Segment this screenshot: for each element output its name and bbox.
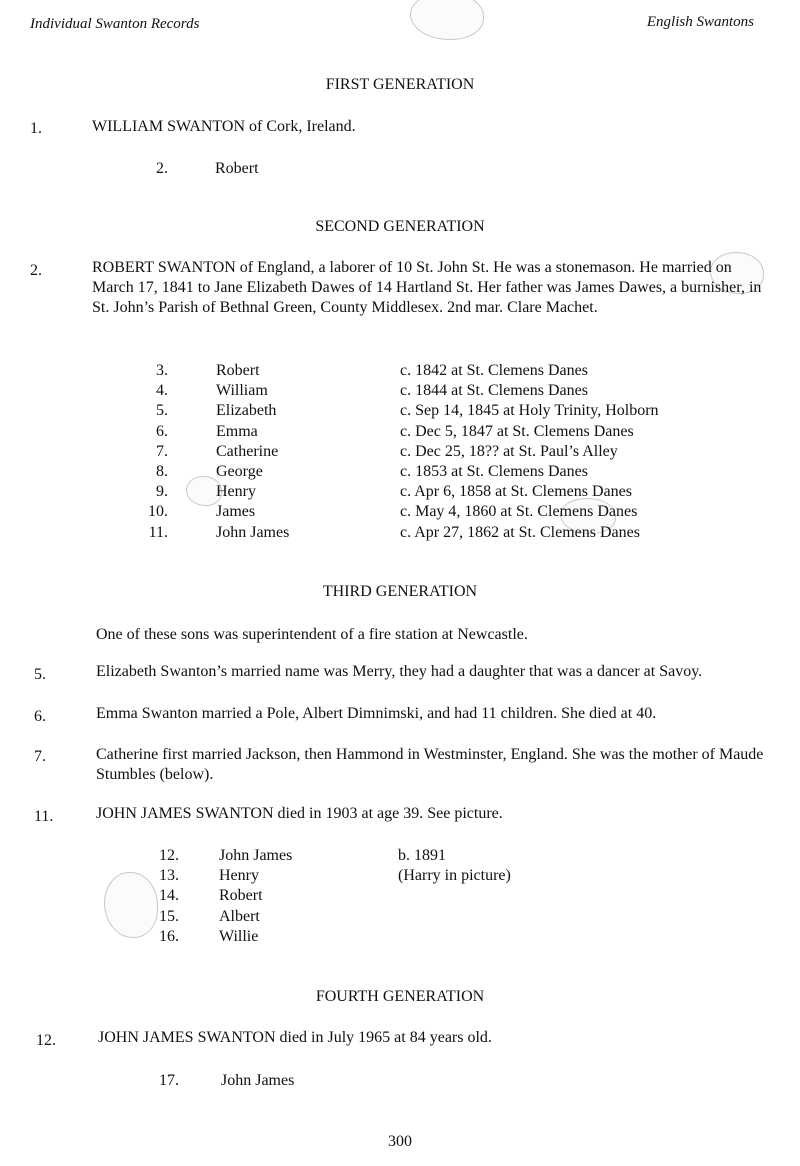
child-note: c. Sep 14, 1845 at Holy Trinity, Holborn bbox=[400, 402, 659, 420]
entry-text: Catherine first married Jackson, then Hammond in Westminster, England. She was the mother of Maude Stumbles (below). bbox=[96, 746, 764, 783]
child-number: 3. bbox=[156, 362, 168, 379]
child-number: 17. bbox=[159, 1072, 179, 1089]
child-note: c. May 4, 1860 at St. Clemens Danes bbox=[400, 503, 638, 521]
entry-text: Elizabeth Swanton’s married name was Merry, they had a daughter that was a dancer at Savoy. bbox=[96, 663, 703, 680]
child-row bbox=[0, 1071, 800, 1091]
child-row bbox=[0, 159, 800, 179]
child-name: John James bbox=[221, 1072, 295, 1089]
child-row bbox=[0, 502, 800, 522]
entry-text: JOHN JAMES SWANTON died in July 1965 at 84 years old. bbox=[98, 1029, 492, 1046]
child-name: Robert bbox=[219, 887, 263, 905]
child-row bbox=[0, 381, 800, 401]
paper-stain bbox=[410, 0, 484, 40]
child-name: John James bbox=[219, 847, 293, 864]
entry-number: 12. bbox=[36, 1032, 56, 1049]
child-number: 4. bbox=[156, 382, 168, 400]
page-number: 300 bbox=[388, 1133, 412, 1150]
child-row bbox=[0, 401, 800, 421]
child-number: 2. bbox=[156, 160, 168, 177]
entry-number: 6. bbox=[34, 708, 46, 725]
section-heading-third: THIRD GENERATION bbox=[322, 583, 478, 600]
child-row bbox=[0, 422, 800, 442]
intro-text: One of these sons was superintendent of a fire station at Newcastle. bbox=[96, 626, 528, 643]
child-row bbox=[0, 361, 800, 381]
child-row bbox=[0, 886, 800, 906]
child-row bbox=[0, 866, 800, 886]
entry-number: 11. bbox=[34, 808, 54, 825]
section-heading-first: FIRST GENERATION bbox=[325, 76, 475, 93]
entry-number: 7. bbox=[34, 748, 46, 765]
child-row bbox=[0, 846, 800, 866]
child-number: 12. bbox=[159, 847, 179, 864]
child-note: c. 1844 at St. Clemens Danes bbox=[400, 382, 588, 400]
child-name: Emma bbox=[216, 422, 258, 440]
child-row bbox=[0, 523, 800, 543]
entry-text: ROBERT SWANTON of England, a laborer of 10 St. John St. He was a stonemason. He married on March 17, 1841 to Jane Elizabeth Dawes of 14 Hartland St. Her father was James Dawes, a burnisher, in St. John’s Parish of Bethnal Green, County Middlesex. 2nd mar. Clare Machet. bbox=[92, 259, 762, 316]
child-name: Robert bbox=[216, 362, 260, 379]
child-name: Catherine bbox=[216, 442, 279, 460]
entry-text: Emma Swanton married a Pole, Albert Dimnimski, and had 11 children. She died at 40. bbox=[96, 705, 657, 722]
child-row bbox=[0, 442, 800, 462]
child-note: c. 1842 at St. Clemens Danes bbox=[400, 362, 588, 379]
child-note: b. 1891 bbox=[398, 847, 446, 864]
child-row bbox=[0, 482, 800, 502]
child-number: 9. bbox=[156, 483, 168, 501]
child-row bbox=[0, 927, 800, 947]
child-number: 16. bbox=[159, 927, 179, 945]
child-note: c. 1853 at St. Clemens Danes bbox=[400, 463, 588, 480]
child-number: 15. bbox=[159, 907, 179, 925]
child-name: John James bbox=[216, 523, 290, 541]
child-note: c. Dec 5, 1847 at St. Clemens Danes bbox=[400, 422, 634, 440]
child-number: 6. bbox=[156, 422, 168, 440]
child-number: 11. bbox=[148, 523, 168, 541]
child-note: c. Dec 25, 18?? at St. Paul’s Alley bbox=[400, 442, 618, 460]
entry-number: 1. bbox=[30, 120, 42, 137]
child-name: Albert bbox=[219, 907, 260, 925]
child-name: Henry bbox=[219, 867, 259, 885]
child-note: c. Apr 27, 1862 at St. Clemens Danes bbox=[400, 523, 640, 541]
child-number: 10. bbox=[148, 503, 168, 521]
header-left: Individual Swanton Records bbox=[30, 16, 200, 32]
entry-number: 2. bbox=[30, 262, 42, 279]
child-note: c. Apr 6, 1858 at St. Clemens Danes bbox=[400, 483, 632, 501]
entry-text: JOHN JAMES SWANTON died in 1903 at age 39. See picture. bbox=[96, 805, 503, 822]
child-name: James bbox=[216, 503, 256, 521]
child-name: George bbox=[216, 463, 263, 480]
section-heading-second: SECOND GENERATION bbox=[315, 218, 485, 235]
child-name: Elizabeth bbox=[216, 402, 277, 420]
entry-number: 5. bbox=[34, 666, 46, 683]
child-name: Willie bbox=[219, 927, 259, 945]
entry-text: WILLIAM SWANTON of Cork, Ireland. bbox=[92, 118, 356, 135]
child-row bbox=[0, 462, 800, 482]
child-number: 13. bbox=[159, 867, 179, 885]
child-number: 8. bbox=[156, 463, 168, 480]
child-name: Robert bbox=[215, 160, 259, 177]
child-note: (Harry in picture) bbox=[398, 867, 511, 885]
child-name: William bbox=[216, 382, 268, 400]
header-right: English Swantons bbox=[646, 14, 754, 30]
child-row bbox=[0, 907, 800, 927]
child-number: 7. bbox=[156, 442, 168, 460]
child-name: Henry bbox=[216, 483, 256, 501]
section-heading-fourth: FOURTH GENERATION bbox=[315, 988, 485, 1005]
child-number: 14. bbox=[159, 887, 179, 905]
child-number: 5. bbox=[156, 402, 168, 420]
